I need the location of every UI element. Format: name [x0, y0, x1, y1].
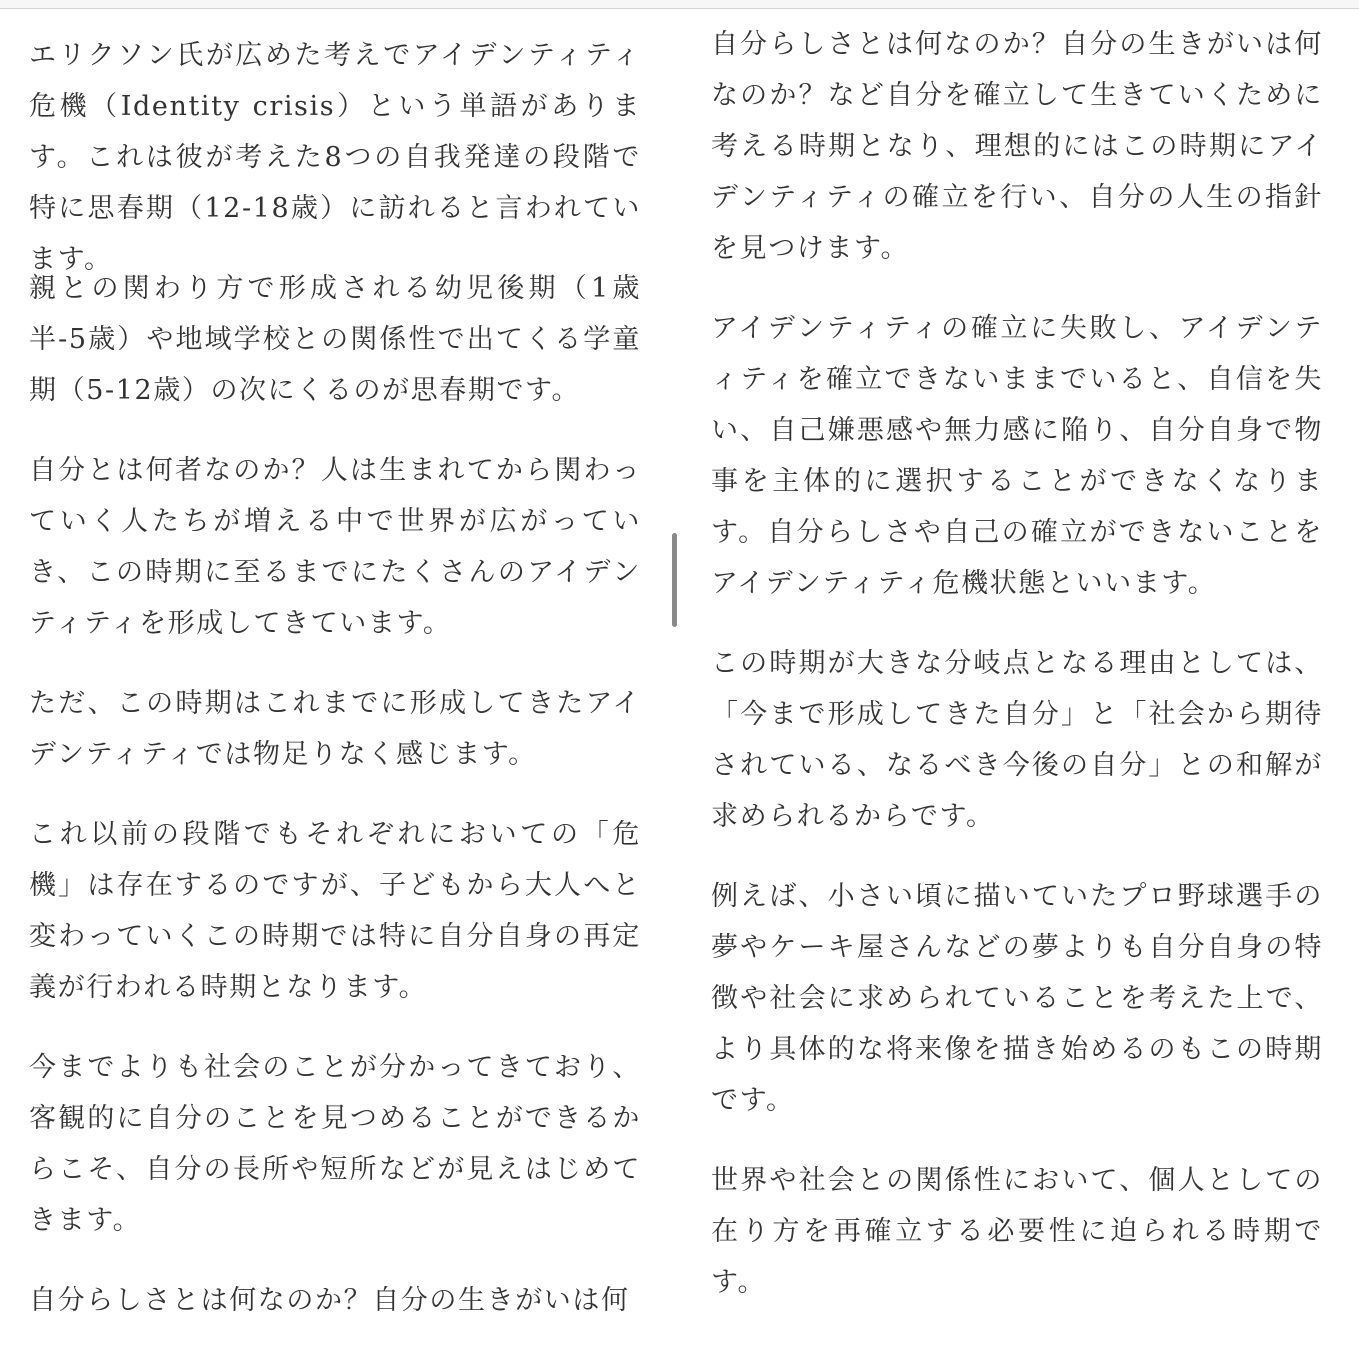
- right-column: [711, 19, 1323, 1337]
- left-column: [29, 30, 641, 1355]
- paragraph: 自分とは何者なのか？人は生まれてから関わっていく人たちが増える中で世界が広がっていき、この時期に至るまでにたくさんのアイデンティティを形成してきています。: [29, 455, 641, 639]
- article-page: [0, 16, 1359, 1354]
- paragraph: 今までよりも社会のことが分かってきており、客観的に自分のことを見つめることができるからこそ、自分の長所や短所などが見えはじめてきます。: [29, 1052, 641, 1236]
- paragraph: ただ、この時期はこれまでに形成してきたアイデンティティでは物足りなく感じます。: [29, 688, 641, 770]
- paragraph: エリクソン氏が広めた考えでアイデンティティ危機（Identity crisis）という単語があります。これは彼が考えた8つの自我発達の段階で特に思春期（12-18歳）に訪れると言われています。: [29, 40, 641, 275]
- paragraph: 自分らしさとは何なのか？自分の生きがいは何なのか？など自分を確立して生きていくために考える時期となり、理想的にはこの時期にアイデンティティの確立を行い、自分の人生の指針を見つけます。: [711, 29, 1323, 264]
- paragraph: これ以前の段階でもそれぞれにおいての「危機」は存在するのですが、子どもから大人へと変わっていくこの時期では特に自分自身の再定義が行われる時期となります。: [29, 819, 641, 1003]
- paragraph: 世界や社会との関係性において、個人としての在り方を再確立する必要性に迫られる時期です。: [711, 1165, 1323, 1298]
- paragraph: アイデンティティの確立に失敗し、アイデンティティを確立できないままでいると、自信を失い、自己嫌悪感や無力感に陥り、自分自身で物事を主体的に選択することができなくなります。自分らしさや自己の確立ができないことをアイデンティティ危機状態といいます。: [711, 313, 1323, 599]
- split-view-drag-handle[interactable]: [672, 533, 677, 627]
- paragraph: 親との関わり方で形成される幼児後期（1歳半-5歳）や地域学校との関係性で出てくる学童期（5-12歳）の次にくるのが思春期です。: [29, 273, 641, 406]
- top-divider: [0, 0, 1359, 9]
- paragraph-cut-off: 自分らしさとは何なのか？自分の生きがいは何: [29, 1285, 630, 1316]
- paragraph: 例えば、小さい頃に描いていたプロ野球選手の夢やケーキ屋さんなどの夢よりも自分自身の特徴や社会に求められていることを考えた上で、より具体的な将来像を描き始めるのもこの時期です。: [711, 881, 1323, 1116]
- paragraph: この時期が大きな分岐点となる理由としては、「今まで形成してきた自分」と「社会から期待されている、なるべき今後の自分」との和解が求められるからです。: [711, 648, 1323, 832]
